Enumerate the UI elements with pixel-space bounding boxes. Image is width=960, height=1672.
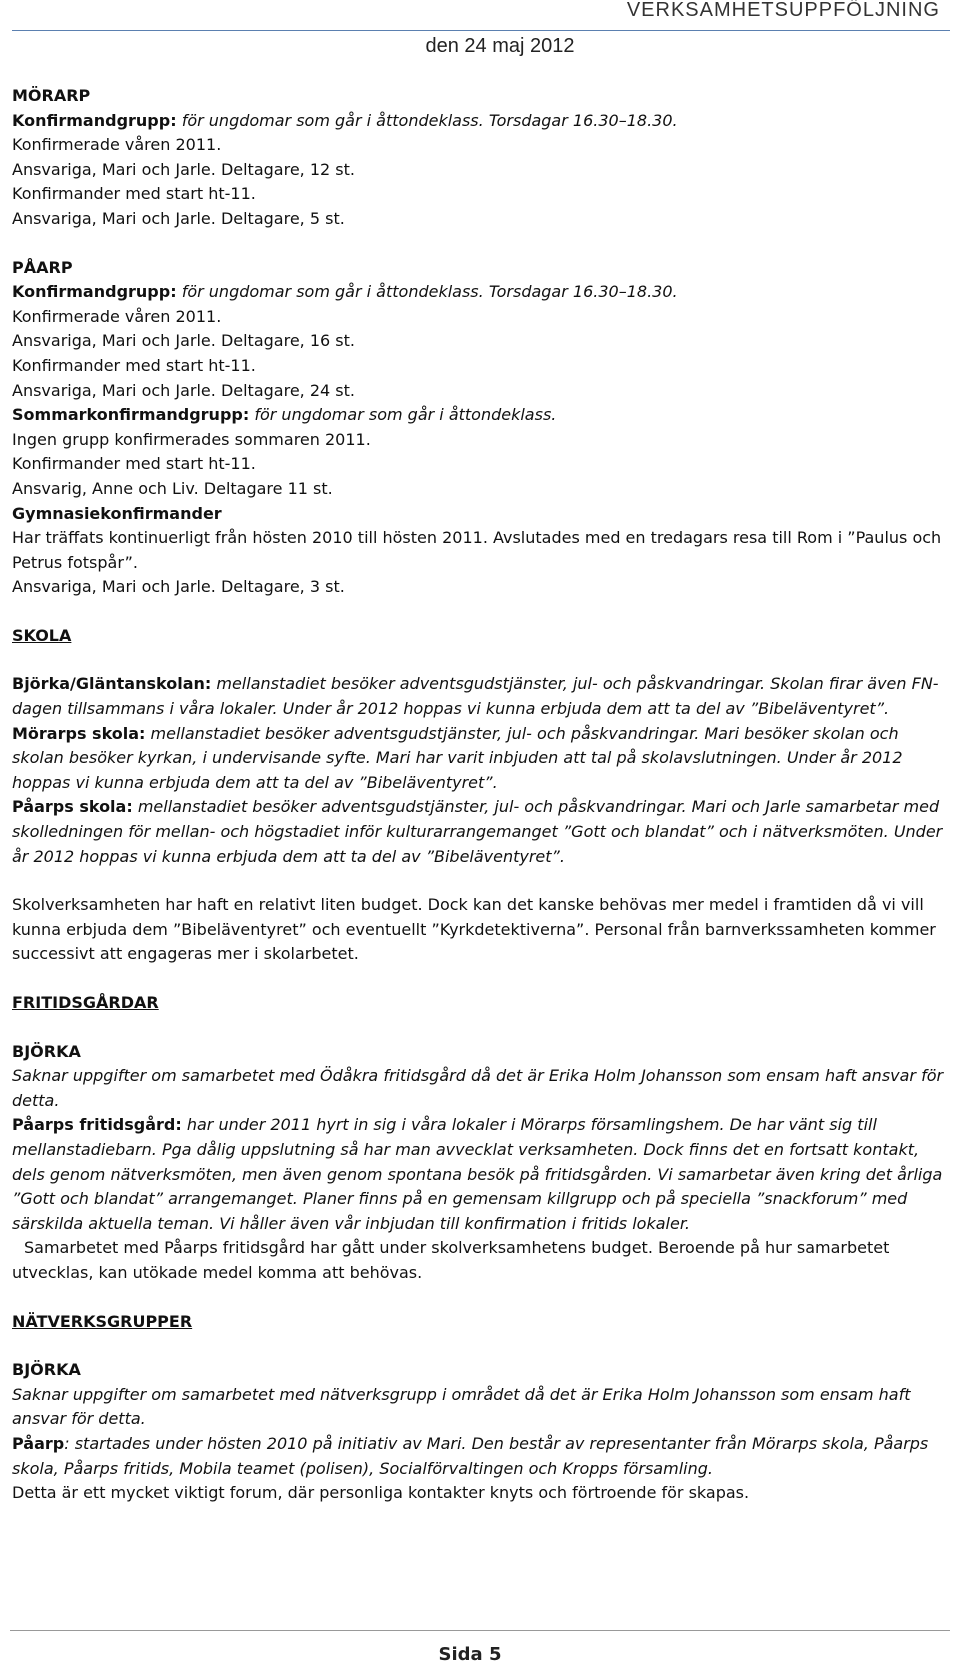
paarp-summer-group xyxy=(12,403,952,428)
section-heading-fritid: FRITIDSGÅRDAR xyxy=(12,993,159,1012)
morarp-line: Ansvariga, Mari och Jarle. Deltagare, 5 st. xyxy=(12,208,345,228)
section-heading-skola: SKOLA xyxy=(12,625,72,645)
paarp-line: Konfirmerade våren 2011. xyxy=(12,306,222,326)
skola-bjorka xyxy=(12,672,952,721)
morarp-group xyxy=(12,109,952,134)
natverk-paarp xyxy=(12,1432,952,1481)
fritid-paarp xyxy=(12,1113,952,1236)
skola-morarp xyxy=(12,722,952,796)
paarp-line: Konfirmander med start ht-11. xyxy=(12,355,256,375)
natverk-final: Detta är ett mycket viktigt forum, där personliga kontakter knyts och förtroende för skapas. xyxy=(12,1483,750,1503)
morarp-group-desc: för ungdomar som går i åttondeklass. Torsdagar 16.30–18.30. xyxy=(176,110,678,130)
skola-budget: Skolverksamheten har haft en relativt liten budget. Dock kan det kanske behövas mer medel i framtiden då vi vill kunna erbjuda dem ”Bibeläventyret” och eventuellt ”Kyrkdetektiverna”. Personal från barnverkssamheten kommer successivt att engageras mer i skolarbetet. xyxy=(12,895,936,964)
natverk-bjorka-text: Saknar uppgifter om samarbetet med nätverksgrupp i området då det är Erika Holm Johansson som ensam haft ansvar för detta. xyxy=(12,1384,911,1429)
section-heading-morarp: MÖRARP xyxy=(12,86,91,105)
skola-bjorka-text: mellanstadiet besöker adventsgudstjänster, jul- och påskvandringar. Skolan firar även FN-dagen tillsammans i våra lokaler. Under år 2012 hoppas vi kunna erbjuda dem att ta del av ”Bibeläventyret”. xyxy=(12,674,939,719)
section-heading-natverk: NÄTVERKSGRUPPER xyxy=(12,1311,193,1331)
skola-morarp-label: Mörarps skola: xyxy=(12,723,146,743)
natverk-paarp-label: Påarp xyxy=(12,1433,65,1453)
paarp-summer-line: Konfirmander med start ht-11. xyxy=(12,454,256,474)
gym-line: Ansvariga, Mari och Jarle. Deltagare, 3 st. xyxy=(12,577,345,597)
morarp-line: Ansvariga, Mari och Jarle. Deltagare, 12 st. xyxy=(12,159,355,179)
morarp-line: Konfirmerade våren 2011. xyxy=(12,135,222,155)
paarp-summer-line: Ingen grupp konfirmerades sommaren 2011. xyxy=(12,429,371,449)
paarp-summer-desc: för ungdomar som går i åttondeklass. xyxy=(249,405,557,425)
natverk-bjorka-heading: BJÖRKA xyxy=(12,1360,81,1380)
document-body xyxy=(12,84,952,1506)
paarp-line: Ansvariga, Mari och Jarle. Deltagare, 24 st. xyxy=(12,380,355,400)
paarp-group-label: Konfirmandgrupp: xyxy=(12,282,177,302)
fritid-budget: Samarbetet med Påarps fritidsgård har gått under skolverksamhetens budget. Beroende på hur samarbetet utvecklas, kan utökade medel komma att behövas. xyxy=(12,1238,890,1282)
morarp-group-label: Konfirmandgrupp: xyxy=(12,110,177,130)
header-title: VERKSAMHETSUPPFÖLJNING xyxy=(626,0,940,21)
skola-paarp xyxy=(12,795,952,869)
skola-bjorka-label: Björka/Gläntanskolan: xyxy=(12,674,212,694)
skola-morarp-text: mellanstadiet besöker adventsgudstjänster, jul- och påskvandringar. Mari besöker skolan och skolan besöker kyrkan, i undervisande syfte. Mari har varit inbjuden att tal på skolavslutningen. Under år 2012 hoppas vi kunna erbjuda dem att ta del av ”Bibeläventyret”. xyxy=(12,723,903,792)
fritid-paarp-text: har under 2011 hyrt in sig i våra lokaler i Mörarps församlingshem. De har vänt sig till mellanstadiebarn. Pga dålig uppslutning så har man avvecklat verksamheten. Dock finns det en fortsatt kontakt, dels genom nätverksmöten, men även genom spontana besök på fritidsgården. Vi samarbetar även kring det årliga ”Gott och blandat” arrangemanget. Planer finns på en gemensam killgrupp och på speciella ”snackforum” med särskilda aktuella teman. Vi håller även vår inbjudan till konfirmation i fritids lokaler. xyxy=(12,1115,943,1233)
section-heading-paarp: PÅARP xyxy=(12,257,73,277)
fritid-paarp-label: Påarps fritidsgård: xyxy=(12,1115,182,1135)
fritid-bjorka-text: Saknar uppgifter om samarbetet med Ödåkra fritidsgård då det är Erika Holm Johansson som ensam haft ansvar för detta. xyxy=(12,1066,944,1110)
gym-heading: Gymnasiekonfirmander xyxy=(12,503,222,523)
header-date: den 24 maj 2012 xyxy=(425,35,575,57)
gym-text: Har träffats kontinuerligt från hösten 2010 till hösten 2011. Avslutades med en tredagars resa till Rom i ”Paulus och Petrus fotspår”. xyxy=(12,528,942,572)
skola-paarp-label: Påarps skola: xyxy=(12,797,133,817)
paarp-group-desc: för ungdomar som går i åttondeklass. Torsdagar 16.30–18.30. xyxy=(176,282,678,302)
footer-rule xyxy=(10,1630,950,1631)
paarp-summer-label: Sommarkonfirmandgrupp: xyxy=(12,405,250,425)
page-number: Sida 5 xyxy=(438,1644,502,1665)
skola-paarp-text: mellanstadiet besöker adventsgudstjänster, jul- och påskvandringar. Mari och Jarle samarbetar med skolledningen för mellan- och högstadiet inför kulturarrangemanget ”Gott och blandat” och i nätverksmöten. Under år 2012 hoppas vi kunna erbjuda dem att ta del av ”Bibeläventyret”. xyxy=(12,797,943,866)
natverk-paarp-text: : startades under hösten 2010 på initiativ av Mari. Den består av representanter från Mörarps skola, Påarps skola, Påarps fritids, Mobila teamet (polisen), Socialförvaltingen och Kropps församling. xyxy=(12,1433,929,1478)
header-rule xyxy=(12,30,950,31)
paarp-summer-line: Ansvarig, Anne och Liv. Deltagare 11 st. xyxy=(12,478,333,498)
paarp-group xyxy=(12,280,952,305)
fritid-bjorka-heading: BJÖRKA xyxy=(12,1041,81,1061)
morarp-line: Konfirmander med start ht-11. xyxy=(12,184,256,204)
paarp-line: Ansvariga, Mari och Jarle. Deltagare, 16 st. xyxy=(12,331,355,351)
